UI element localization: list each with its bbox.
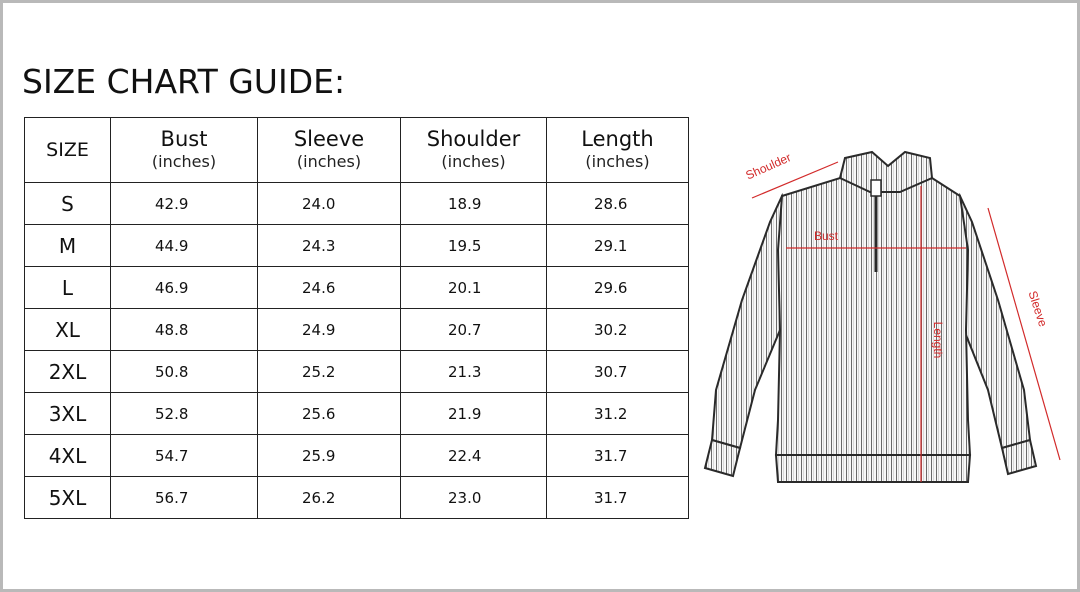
bust-cell [111,225,258,267]
shoulder-cell [401,225,547,267]
header-bust-label: Bust [160,127,208,151]
sweater-measurement-diagram [698,132,1078,492]
size-cell: XL [25,309,111,351]
length-label: Length [931,321,945,359]
header-bust [111,118,258,183]
bust-value: 46.9 [155,278,189,297]
sleeve-cell [258,309,401,351]
bust-label: Bust [813,229,839,243]
length-cell [547,477,689,519]
length-cell [547,393,689,435]
bust-value: 56.7 [155,488,189,507]
shoulder-cell [401,477,547,519]
header-length [547,118,689,183]
header-shoulder-unit: (inches) [441,152,506,171]
length-value: 29.6 [594,278,628,297]
header-length-label: Length [581,127,654,151]
bust-value: 48.8 [155,320,189,339]
table-row [25,309,689,351]
shoulder-cell [401,351,547,393]
length-cell [547,183,689,225]
table-row [25,351,689,393]
shoulder-value: 23.0 [448,488,482,507]
sleeve-value: 25.9 [302,446,336,465]
header-sleeve-label: Sleeve [293,127,365,151]
bust-cell [111,477,258,519]
shoulder-cell [401,393,547,435]
shoulder-label: Shoulder [743,150,794,183]
sleeve-cell [258,393,401,435]
length-value: 30.7 [594,362,628,381]
table-row [25,225,689,267]
size-cell: M [25,225,111,267]
sleeve-cell [258,477,401,519]
header-sleeve-unit: (inches) [296,152,362,171]
sleeve-value: 25.2 [302,362,336,381]
size-cell: S [25,183,111,225]
shoulder-value: 20.1 [448,278,482,297]
shoulder-cell [401,435,547,477]
bust-value: 52.8 [155,404,189,423]
sleeve-cell [258,435,401,477]
header-shoulder-label: Shoulder [426,127,521,151]
bust-cell [111,267,258,309]
length-value: 29.1 [594,236,628,255]
length-value: 31.7 [594,488,628,507]
length-value: 31.7 [594,446,628,465]
table-row [25,477,689,519]
length-value: 31.2 [594,404,628,423]
size-cell: 3XL [25,393,111,435]
sleeve-value: 26.2 [302,488,336,507]
length-cell [547,309,689,351]
size-cell: L [25,267,111,309]
zipper-pull [871,180,881,196]
sleeve-label: Sleeve [1025,289,1051,329]
sleeve-value: 24.3 [302,236,336,255]
shoulder-value: 19.5 [448,236,482,255]
shoulder-value: 21.9 [448,404,482,423]
bust-cell [111,393,258,435]
size-cell: 2XL [25,351,111,393]
length-cell [547,225,689,267]
bust-value: 54.7 [155,446,189,465]
bust-cell [111,351,258,393]
sleeve-value: 24.9 [302,320,336,339]
sleeve-value: 24.0 [302,194,336,213]
size-chart-table [24,117,689,519]
sleeve-cell [258,267,401,309]
sleeve-cell [258,351,401,393]
header-size-label: SIZE [46,139,89,161]
header-shoulder [401,118,547,183]
sweater-body [776,178,970,455]
header-length-unit: (inches) [585,152,650,171]
bust-value: 42.9 [155,194,189,213]
shoulder-value: 22.4 [448,446,482,465]
sleeve-cell [258,183,401,225]
table-row [25,267,689,309]
bust-cell [111,183,258,225]
bust-cell [111,435,258,477]
sleeve-value: 25.6 [302,404,336,423]
size-cell: 4XL [25,435,111,477]
shoulder-value: 18.9 [448,194,482,213]
header-sleeve [258,118,401,183]
header-size [25,118,111,183]
table-row [25,183,689,225]
sleeve-value: 24.6 [302,278,336,297]
size-cell: 5XL [25,477,111,519]
header-bust-unit: (inches) [151,152,217,171]
shoulder-cell [401,309,547,351]
length-value: 30.2 [594,320,628,339]
bust-value: 44.9 [155,236,189,255]
length-cell [547,435,689,477]
shoulder-cell [401,267,547,309]
bust-value: 50.8 [155,362,189,381]
table-header-row [25,118,689,183]
length-cell [547,351,689,393]
shoulder-value: 20.7 [448,320,482,339]
length-cell [547,267,689,309]
length-value: 28.6 [594,194,628,213]
table-row [25,435,689,477]
page-title: SIZE CHART GUIDE: [22,62,346,101]
shoulder-value: 21.3 [448,362,482,381]
table-row [25,393,689,435]
shoulder-cell [401,183,547,225]
hem-band [776,455,970,482]
sleeve-cell [258,225,401,267]
bust-cell [111,309,258,351]
